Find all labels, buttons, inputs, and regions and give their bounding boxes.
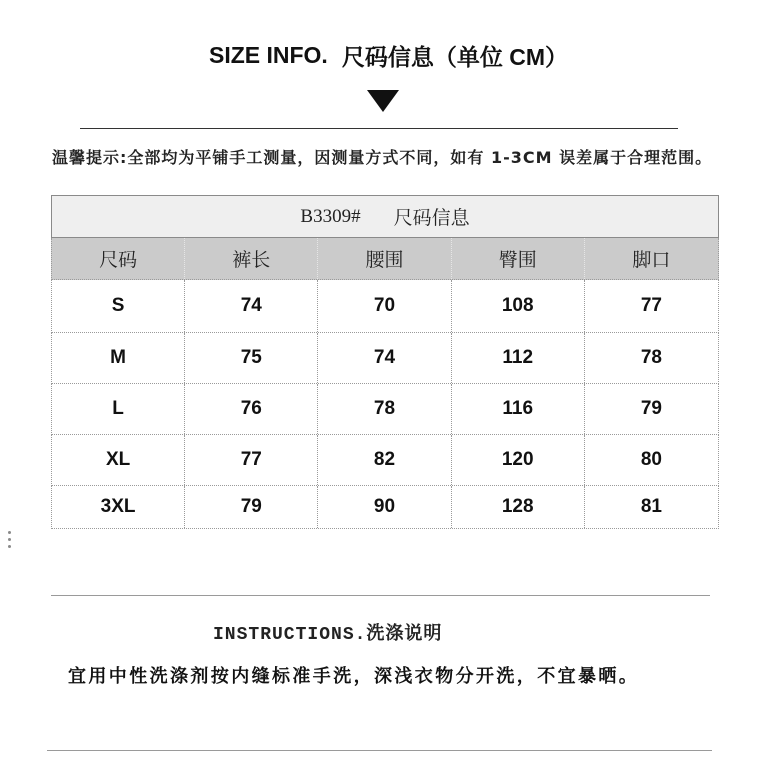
column-header-length: 裤长 — [185, 238, 318, 279]
cell-size: 3XL — [52, 486, 185, 528]
instructions-heading: INSTRUCTIONS.洗涤说明 — [213, 625, 443, 645]
cell-hip: 108 — [452, 280, 585, 332]
down-triangle-icon — [367, 90, 399, 112]
cell-size: L — [52, 384, 185, 434]
cell-waist: 70 — [318, 280, 451, 332]
table-caption-row — [51, 195, 719, 238]
cell-length: 77 — [185, 435, 318, 485]
cell-waist: 78 — [318, 384, 451, 434]
cell-hem: 81 — [640, 496, 662, 517]
table-row-l — [51, 384, 719, 435]
column-header-hem: 脚口 — [632, 249, 671, 271]
cell-waist: 82 — [318, 435, 451, 485]
ellipsis-dot — [8, 531, 11, 534]
cell-length: 74 — [185, 280, 318, 332]
cell-hem: 77 — [640, 295, 662, 316]
cell-hem: 80 — [640, 449, 662, 470]
product-code: B3309# — [300, 205, 361, 227]
measurement-notice: 温馨提示:全部均为平铺手工测量，因测量方式不同，如有 1-3CM 误差属于合理范围。 — [52, 148, 713, 167]
cell-length: 79 — [185, 486, 318, 528]
ellipsis-dot — [8, 545, 11, 548]
column-header-hip: 臀围 — [452, 238, 585, 279]
cell-hem: 79 — [640, 398, 662, 419]
cell-length: 76 — [185, 384, 318, 434]
cell-hip: 128 — [452, 486, 585, 528]
cell-waist: 90 — [318, 486, 451, 528]
top-divider — [80, 128, 678, 129]
title-chinese: 尺码信息（单位 CM） — [341, 43, 568, 70]
cell-hip: 116 — [452, 384, 585, 434]
cell-length: 75 — [185, 333, 318, 383]
cell-size: XL — [52, 435, 185, 485]
cell-size: S — [52, 280, 185, 332]
washing-instructions: 宜用中性洗涤剂按内缝标准手洗，深浅衣物分开洗，不宜暴晒。 — [68, 666, 640, 687]
title-english: SIZE INFO. — [208, 41, 328, 68]
table-row-xl — [51, 435, 719, 486]
cell-hip: 120 — [452, 435, 585, 485]
cell-hip: 112 — [452, 333, 585, 383]
cell-size: M — [52, 333, 185, 383]
column-header-waist: 腰围 — [318, 238, 451, 279]
bottom-divider — [47, 750, 712, 751]
cell-hem: 78 — [640, 347, 662, 368]
table-row-m — [51, 333, 719, 384]
column-header-size: 尺码 — [52, 238, 185, 279]
cell-waist: 74 — [318, 333, 451, 383]
size-table — [51, 195, 719, 529]
ellipsis-dot — [8, 538, 11, 541]
table-caption: 尺码信息 — [393, 208, 470, 229]
table-row-3xl — [51, 486, 719, 529]
middle-divider — [51, 595, 710, 596]
table-header-row — [51, 238, 719, 280]
vertical-ellipsis-icon — [8, 531, 12, 549]
table-row-s — [51, 280, 719, 333]
page-title — [0, 40, 777, 70]
